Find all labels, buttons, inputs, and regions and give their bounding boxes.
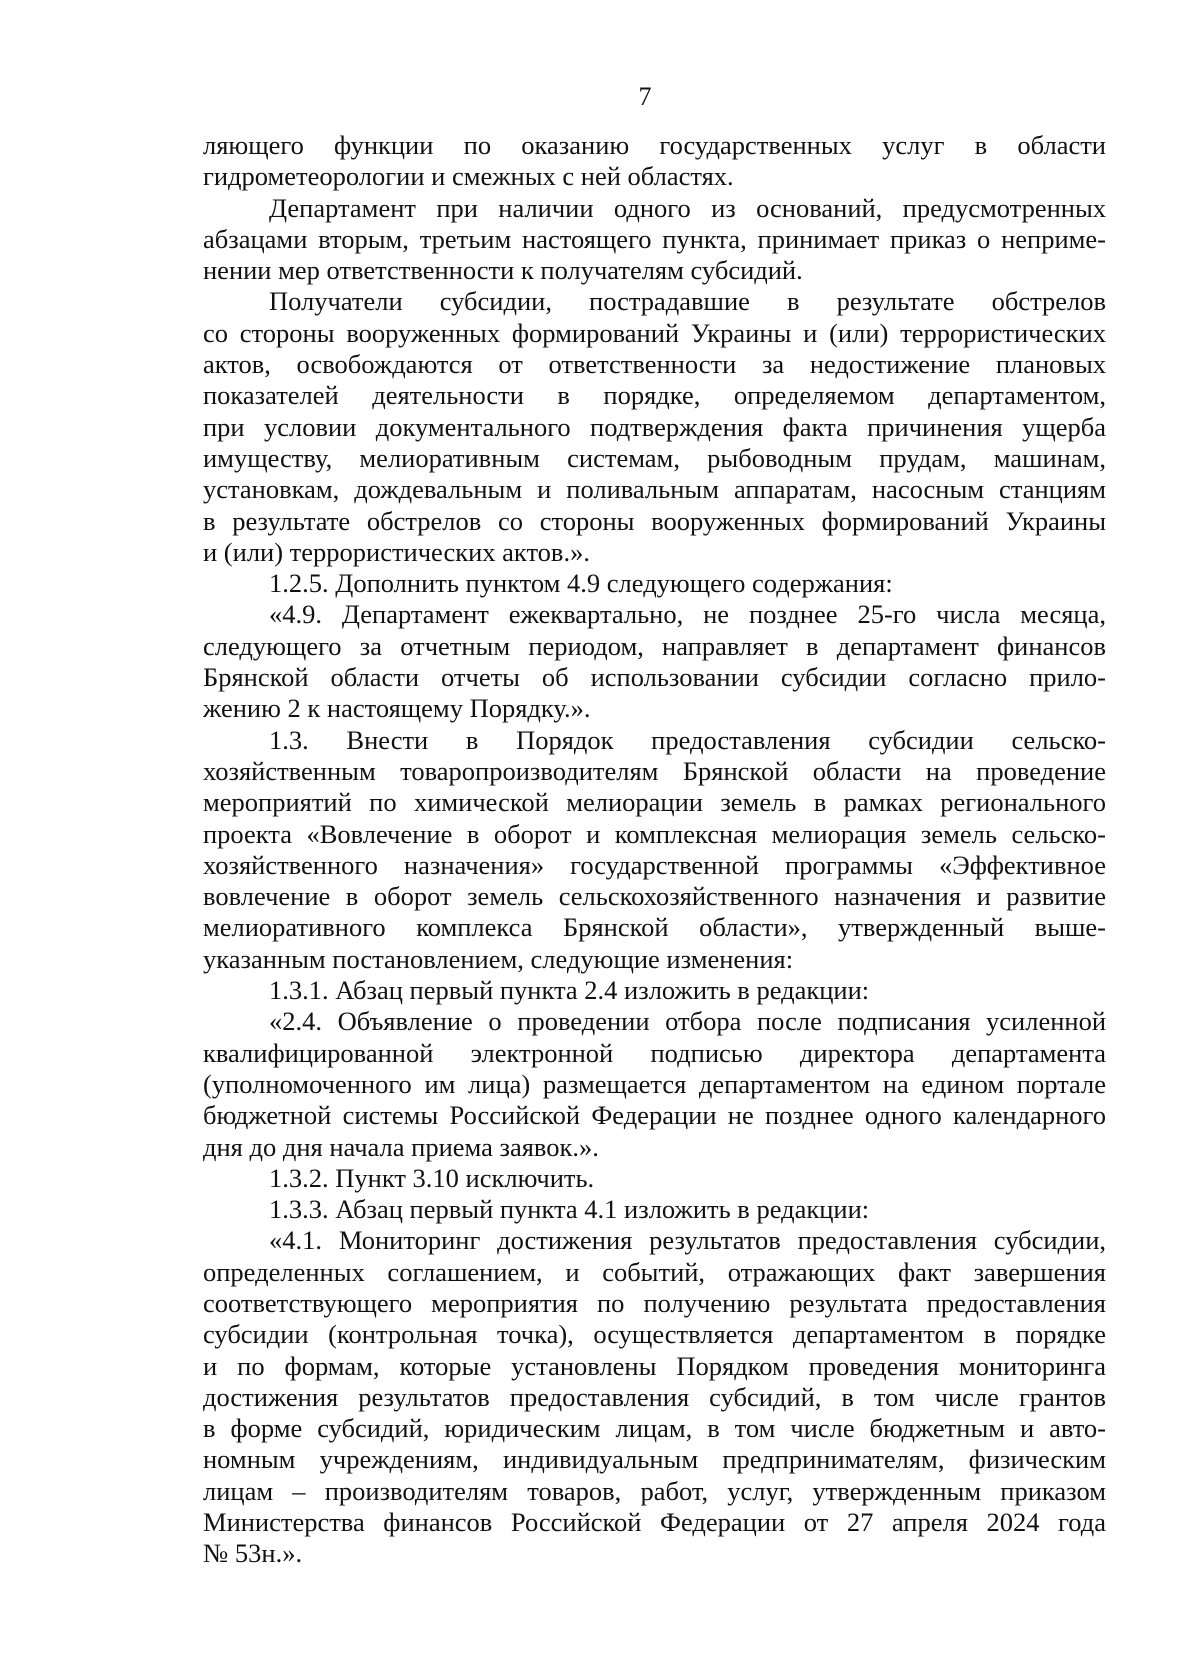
text-line: 1.3. Внести в Порядок предоставления субсидии сельско-	[269, 724, 1106, 755]
text-line: № 53н.».	[203, 1538, 303, 1569]
text-line: соответствующего мероприятия по получению результата предоставления	[203, 1287, 1106, 1318]
text-line: субсидии (контрольная точка), осуществляется департаментом в порядке	[203, 1319, 1106, 1350]
text-line: следующего за отчетным периодом, направляет в департамент финансов	[203, 630, 1106, 661]
text-line: квалифицированной электронной подписью директора департамента	[203, 1037, 1106, 1068]
text-line: бюджетной системы Российской Федерации не позднее одного календарного	[203, 1100, 1106, 1131]
text-line: актов, освобождаются от ответственности за недостижение плановых	[203, 349, 1106, 380]
text-line: указанным постановлением, следующие изменения:	[203, 943, 794, 974]
text-line: достижения результатов предоставления субсидий, в том числе грантов	[203, 1381, 1106, 1412]
text-line: 1.3.3. Абзац первый пункта 4.1 изложить в редакции:	[269, 1194, 870, 1225]
text-line: нении мер ответственности к получателям субсидий.	[203, 255, 803, 286]
text-line: гидрометеорологии и смежных с ней областях.	[203, 161, 734, 192]
text-line: Получатели субсидии, пострадавшие в результате обстрелов	[269, 286, 1106, 317]
text-line: «2.4. Объявление о проведении отбора после подписания усиленной	[269, 1006, 1106, 1037]
page-number: 7	[638, 82, 652, 111]
text-line: дня до дня начала приема заявок.».	[203, 1131, 599, 1162]
text-line: показателей деятельности в порядке, определяемом департаментом,	[203, 380, 1106, 411]
text-line: Брянской области отчеты об использовании субсидии согласно прило-	[203, 662, 1106, 693]
text-line: хозяйственного назначения» государственной программы «Эффективное	[203, 849, 1106, 880]
text-line: жению 2 к настоящему Порядку.».	[203, 693, 591, 724]
text-line: мероприятий по химической мелиорации земель в рамках регионального	[203, 787, 1106, 818]
text-line: Министерства финансов Российской Федерации от 27 апреля 2024 года	[203, 1507, 1106, 1538]
text-line: и (или) террористических актов.».	[203, 536, 590, 567]
text-line: установкам, дождевальным и поливальным аппаратам, насосным станциям	[203, 474, 1106, 505]
text-line: и по формам, которые установлены Порядком проведения мониторинга	[203, 1350, 1106, 1381]
document-body	[203, 130, 1106, 1570]
text-line: проекта «Вовлечение в оборот и комплексная мелиорация земель сельско-	[203, 818, 1106, 849]
text-line: определенных соглашением, и событий, отражающих факт завершения	[203, 1256, 1106, 1287]
text-line: ляющего функции по оказанию государственных услуг в области	[203, 130, 1106, 160]
text-line: 1.3.1. Абзац первый пункта 2.4 изложить в редакции:	[269, 975, 870, 1006]
text-line: в результате обстрелов со стороны вооруженных формирований Украины	[203, 505, 1106, 536]
text-line: 1.2.5. Дополнить пунктом 4.9 следующего содержания:	[269, 568, 893, 599]
text-line: лицам – производителям товаров, работ, услуг, утвержденным приказом	[203, 1475, 1106, 1506]
text-line: имуществу, мелиоративным системам, рыбоводным прудам, машинам,	[203, 442, 1106, 473]
text-line: со стороны вооруженных формирований Украины и (или) террористических	[203, 317, 1106, 348]
text-line: в форме субсидий, юридическим лицам, в том числе бюджетным и авто-	[203, 1413, 1106, 1444]
text-line: «4.9. Департамент ежеквартально, не позднее 25-го числа месяца,	[269, 599, 1106, 630]
text-line: «4.1. Мониторинг достижения результатов предоставления субсидии,	[269, 1225, 1106, 1256]
text-line: при условии документального подтверждения факта причинения ущерба	[203, 411, 1106, 442]
text-line: абзацами вторым, третьим настоящего пункта, принимает приказ о неприме-	[203, 223, 1106, 254]
text-line: номным учреждениям, индивидуальным предпринимателям, физическим	[203, 1444, 1106, 1475]
text-line: хозяйственным товаропроизводителям Брянской области на проведение	[203, 755, 1106, 786]
text-line: 1.3.2. Пункт 3.10 исключить.	[269, 1162, 595, 1193]
text-line: (уполномоченного им лица) размещается департаментом на едином портале	[203, 1068, 1106, 1099]
text-line: мелиоративного комплекса Брянской области», утвержденный выше-	[203, 912, 1106, 943]
text-line: Департамент при наличии одного из оснований, предусмотренных	[269, 192, 1106, 223]
text-line: вовлечение в оборот земель сельскохозяйственного назначения и развитие	[203, 881, 1106, 912]
